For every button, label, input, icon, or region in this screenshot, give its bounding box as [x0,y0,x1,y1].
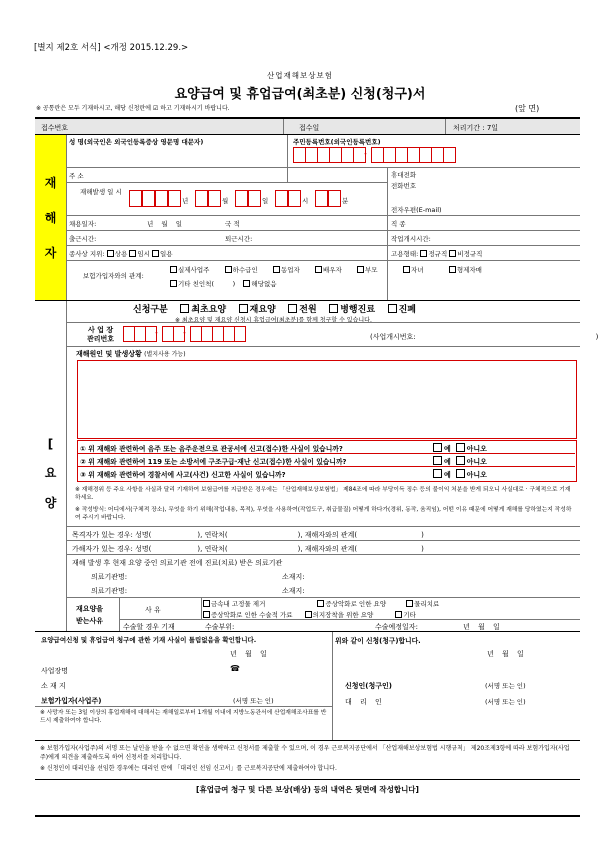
accident-datetime-label: 재해발생 일 시 [80,188,122,196]
date-unit-label: 분 [342,197,349,205]
location-1: 소재지: [282,573,305,581]
reason-label: 사 유 [145,606,161,614]
processing-period: 처리기간 : 7일 [453,124,499,132]
side-char-yo: 요 [44,466,57,480]
digit-box[interactable] [234,326,246,342]
arrive-time-label: 출근시간: [69,235,97,243]
back-page-footer: [휴업급여 청구 및 다른 보상(배상) 등의 내역은 뒷면에 작성합니다] [196,785,419,794]
hospital-name-2: 의료기관명: [91,587,128,595]
previous-hospital-label: 재해 발생 후 현재 요양 중인 의료기관 전에 진료(치료) 받은 의료기관 [72,559,283,567]
side-char-1: 재 [44,176,57,190]
phone-symbol: ☎ [230,664,240,673]
cause-label: 재해원인 및 발생상황 (별지사용 가능) [76,350,186,358]
date-unit-label: 일 [262,197,269,205]
date-digit-box[interactable] [275,190,288,207]
fill-instruction: ※ 공통란은 모두 기재하시고, 해당 신청란에 ☑ 하고 기재하시기 바랍니다. [36,105,230,112]
surgery-label: 수술할 경우 기재 [123,623,175,631]
email-label: 전자우편(E-mail) [391,206,442,214]
agent-label: 대 리 인 [345,698,382,706]
phone-label: 전화번호 [391,182,417,190]
confirm-title: 요양급여신청 및 휴업급여 청구에 관한 기재 사실이 틀림없음을 확인합니다. [41,636,257,644]
receipt-date-label: 접수일 [299,124,320,132]
separator: - [183,328,186,337]
date-digit-box[interactable] [315,190,328,207]
start-number-label: (사업개시번호: ) [370,333,599,341]
insured-label: 보험가입자(사업주) [41,697,102,705]
cause-text-area[interactable] [77,360,577,439]
biz-manage-label: 사 업 장 관리번호 [87,326,115,343]
form-super-title: 산업재해보상보험 [267,71,333,80]
surgery-part-label: 수술부위: [205,623,235,631]
relation-options-2[interactable]: 기타 친인척( ) 해당없음 [170,279,277,288]
re-treatment-label: 재요양을 받는사유 [76,605,104,625]
date-digit-box[interactable] [168,190,181,207]
date-digit-box[interactable] [129,190,142,207]
question-1: ① 위 재해와 관련하여 음주 또는 음주운전으로 관공서에 신고(접수)한 사실이 있습니까? [80,445,343,453]
employment-type-row[interactable]: 고용형태: 정규직 비정규직 [391,250,483,258]
accident-report-note: ※ 사망자 또는 3일 이상의 휴업재해에 대해서는 재해일로부터 1개월 이내에 지방노동관서에 산업재해조사표를 반드시 제출하여야 합니다. [40,710,327,724]
side-bracket: [ [47,437,54,451]
address-label: 주 소 [69,172,84,180]
hospital-name-1: 의료기관명: [91,573,128,581]
date-unit-label: 년 [182,197,189,205]
agent-sign: (서명 또는 인) [485,698,526,706]
question-2: ② 위 재해와 관련하여 119 또는 소방서에 구조구급·재난 신고(접수)한 사실이 있습니까? [80,458,347,466]
q1-answer[interactable]: 예 아니오 [433,443,487,454]
page-side-label: (앞 면) [515,104,540,113]
date-digit-box[interactable] [142,190,155,207]
leave-time-label: 퇴근시간: [225,235,253,243]
q2-answer[interactable]: 예 아니오 [433,456,487,467]
hire-date-value: 년 월 일 [147,220,182,228]
apply-date: 년 월 일 [487,650,524,658]
reasons-row-2[interactable]: 증상악화로 인한 수술적 가료 의지장착을 위한 요양 기타 [203,610,416,619]
applicant-label: 신청인(청구인) [345,682,392,690]
apply-note: ※ 최초요양 및 재요양 신청시 휴업급여(최초분)를 함께 청구할 수 있습니다. [175,317,372,324]
surgery-date-value: 년 월 일 [463,623,500,631]
name-label: 성 명(외국인은 외국인등록증상 영문명 대문자) [69,138,204,146]
apply-title: 위와 같이 신청(청구)합니다. [335,637,421,645]
witness-row[interactable]: 목격자가 있는 경우: 성명( ), 연락처( ), 재해자와의 관계( ) [72,531,424,539]
writing-method-note: ※ 작성방식: 어디에서(구체적 장소), 무엇을 하기 위해(작업내용, 목적), 무엇을 사용하여(작업도구, 취급물질) 어떻게 하다가(경위, 동작, 움직임), 어떤 이유 때문에 어떻게 재해를 당하였는지 작성하여 주시기 바랍니다. [75,507,572,521]
employer-sign-note: ※ 보험가입자(사업주)의 서명 또는 날인을 받을 수 없으면 확인을 생략하고 신청서를 제출할 수 있으며, 이 경우 근로복지공단에서 「산업재해보상보험법 시행규칙」 제20조제3항에 따라 보험가입자(사업주)에게 의견을 제출하도록 하여 신청서를 처리합니다. [40,745,570,761]
biz-name-label: 사업장명 [41,667,69,675]
digit-box[interactable] [443,147,456,163]
date-digit-box[interactable] [328,190,341,207]
nationality-label: 국 적 [225,220,240,228]
hire-date-label: 채용일자: [69,220,97,228]
date-digit-box[interactable] [248,190,261,207]
attacker-row[interactable]: 가해자가 있는 경우: 성명( ), 연락처( ), 재해자와의 관계( ) [72,545,424,553]
q3-answer[interactable]: 예 아니오 [433,469,487,480]
application-form [35,117,599,817]
biz-address-label: 소 재 지 [41,682,66,690]
date-digit-box[interactable] [288,190,301,207]
apply-type-row[interactable]: 신청구분 최초요양 재요양 전원 병행진료 진폐 [133,305,416,315]
job-label: 직 종 [391,220,406,228]
receipt-number-label: 접수번호 [41,124,69,132]
false-claim-note: ※ 재해경위 등 주요 사항을 사실과 달리 기재하여 보험급여를 지급받은 경우에는 「산업재해보상보험법」 제84조에 따라 부당이득 징수 등의 불이익 처분을 받게 되오니 사실대로 · 구체적으로 기재하세요. [75,487,571,501]
applicant-sign: (서명 또는 인) [485,682,526,690]
mobile-label: 휴대전화 [391,171,417,179]
side-char-3: 자 [44,246,57,260]
form-title: 요양급여 및 휴업급여(최초분) 신청(청구)서 [174,87,426,102]
location-2: 소재지: [282,587,305,595]
date-unit-label: 시 [302,197,309,205]
work-status-row[interactable]: 종사상 지위: 상용 임시 일용 [69,250,173,258]
date-digit-box[interactable] [195,190,208,207]
date-digit-box[interactable] [208,190,221,207]
form-number: [별지 제2호 서식] <개정 2015.12.29.> [34,43,189,53]
reasons-row-1[interactable]: 금속내 고정물 제거 증상악화로 인한 요양 물리치료 [203,599,439,608]
side-char-2: 해 [44,211,57,225]
insured-sign: (서명 또는 인) [233,697,274,705]
side-char-yang: 양 [44,496,57,510]
confirm-date: 년 월 일 [230,650,267,658]
separator: - [364,149,367,158]
question-3: ③ 위 재해와 관련하여 경찰서에 사고(사건) 신고한 사실이 있습니까? [80,471,286,479]
start-work-label: 작업개시시간: [391,235,431,243]
agent-note: ※ 신청인이 대리인을 선임한 경우에는 대리인 란에 「대리인 선임 신고서」를 근로복지공단에 제출하여야 합니다. [40,765,337,772]
rrn-label: 주민등록번호(외국인등록번호) [293,138,381,146]
relation-label: 보험가입자와의 관계: [83,272,144,280]
relation-options-1[interactable]: 실제사업주 하수급인 동업자 배우자 부모 자녀 형제자매 [170,265,482,274]
date-digit-box[interactable] [235,190,248,207]
date-unit-label: 월 [222,197,229,205]
separator: - [155,328,158,337]
surgery-date-label: 수술예정일자: [375,623,418,631]
date-digit-box[interactable] [155,190,168,207]
